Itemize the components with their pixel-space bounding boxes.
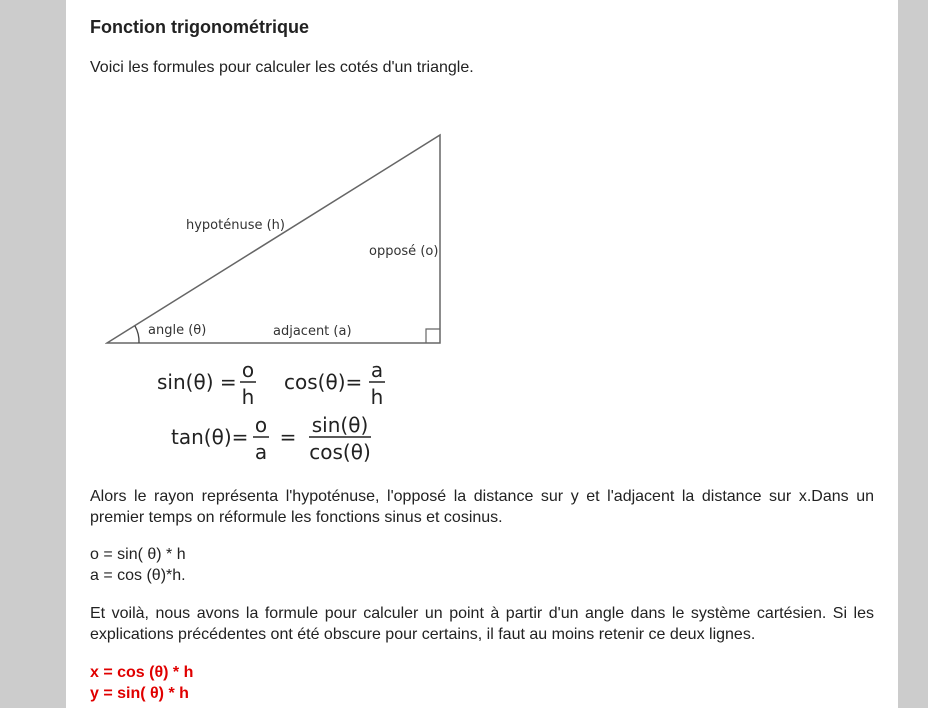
adjacent-label: adjacent (a) (273, 324, 352, 339)
angle-arc (135, 326, 139, 343)
highlight-line-x: x = cos (θ) * h (90, 664, 194, 681)
conclusion-paragraph: Et voilà, nous avons la formule pour calculer un point à partir d'un angle dans le système cartésien. Si les explications précédentes ont été obscure pour certains, il faut au moins retenir ce deux lignes. (90, 605, 874, 643)
triangle-shape (107, 135, 440, 343)
cos-denominator: h (370, 385, 384, 409)
intro-paragraph: Voici les formules pour calculer les cotés d'un triangle. (90, 59, 474, 76)
tan-cos-denominator: cos(θ) (309, 440, 371, 464)
formula-block (90, 544, 874, 586)
tan-lhs: tan(θ)= (171, 425, 249, 449)
highlight-line-y: y = sin( θ) * h (90, 685, 189, 702)
sin-numerator: o (241, 358, 255, 382)
formula-line-o: o = sin( θ) * h (90, 546, 186, 563)
tan-equals: = (279, 425, 297, 449)
sin-denominator: h (241, 385, 255, 409)
tan-numerator: o (254, 413, 268, 437)
hypotenuse-label: hypoténuse (h) (186, 218, 285, 233)
cos-lhs: cos(θ)= (284, 370, 363, 394)
highlight-formulas (90, 662, 874, 704)
right-angle-marker (426, 329, 440, 343)
tan-sin-numerator: sin(θ) (311, 413, 369, 437)
explanation-paragraph: Alors le rayon représenta l'hypoténuse, l'opposé la distance sur y et l'adjacent la distance sur x.Dans un premier temps on réformule les fonctions sinus et cosinus. (90, 488, 874, 526)
sin-lhs: sin(θ) = (157, 370, 237, 394)
triangle-diagram (105, 125, 445, 470)
angle-label: angle (θ) (148, 323, 207, 338)
oppose-label: opposé (o) (369, 244, 439, 259)
cos-numerator: a (370, 358, 384, 382)
page (66, 0, 898, 708)
tan-denominator: a (254, 440, 268, 464)
section-heading: Fonction trigonométrique (90, 17, 309, 37)
formula-line-a: a = cos (θ)*h. (90, 567, 186, 584)
triangle-figure (105, 125, 445, 470)
